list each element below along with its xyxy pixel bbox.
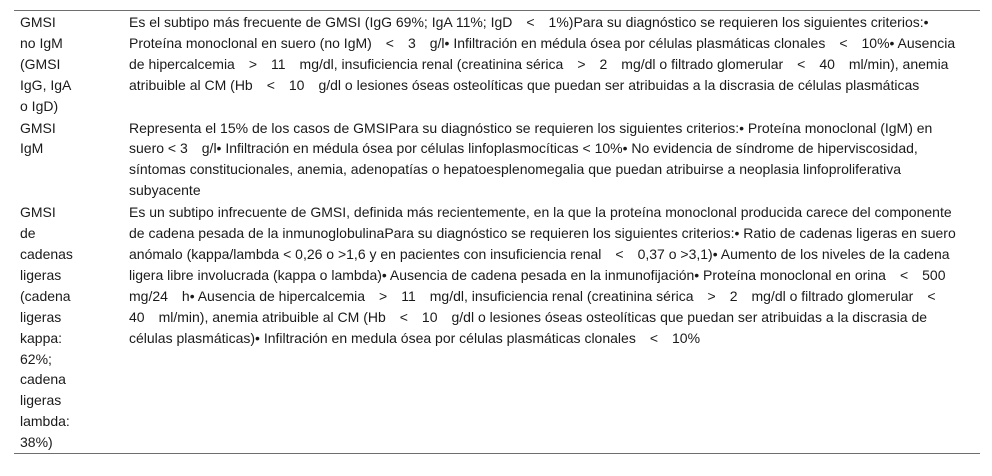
row-label-line: o IgD) (20, 97, 59, 114)
table-row (14, 11, 980, 117)
row-description-gmsi-no-igm: Es el subtipo más frecuente de GMSI (IgG 69%; IgA 11%; IgD < 1%)Para su diagnóstico se requieren los siguientes criterios:• Proteína monoclonal en suero (no IgM) < 3 g/l• Infiltración en médula ósea por células plasmáticas clonales < 10%• Ausencia de hipercalcemia > 11 mg/dl, insuficiencia renal (creatinina sérica > 2 mg/dl o filtrado glomerular < 40 ml/min), anemia atribuible al CM (Hb < 10 g/dl o lesiones óseas osteolíticas que puedan ser atribuidas a la discrasia de células plasmáticas (129, 14, 956, 93)
row-label-line: GMSI (20, 119, 56, 136)
row-label-line: (GMSI (20, 55, 61, 72)
row-label-line: cadenas (20, 245, 73, 262)
gmsi-criteria-table (14, 11, 980, 453)
row-label-line: IgM (20, 140, 44, 157)
row-label-line: GMSI (20, 14, 56, 30)
row-label-line: ligeras (20, 266, 62, 283)
row-label-line: GMSI (20, 204, 56, 221)
row-label-line: (cadena (20, 287, 71, 304)
row-label-line: cadena (20, 371, 66, 388)
row-description-gmsi-igm: Representa el 15% de los casos de GMSIPara su diagnóstico se requieren los siguientes criterios:• Proteína monoclonal (IgM) en suero < 3 g/l• Infiltración en médula ósea por células linfoplasmocíticas < 10%• No evidencia de síndrome de hiperviscosidad, síntomas constitucionales, anemia, adenopatías o hepatoesplenomegalia que puedan atribuirse a neoplasia linfoproliferativa subyacente (129, 119, 933, 199)
row-label-line: 38%) (20, 434, 53, 451)
row-description-gmsi-light-chain: Es un subtipo infrecuente de GMSI, definida más recientemente, en la que la proteína monoclonal producida carece del componente de cadena pesada de la inmunoglobulinaPara su diagnóstico se requieren los siguientes criterios:• Ratio de cadenas ligeras en suero anómalo (kappa/lambda < 0,26 o >1,6 y en pacientes con insuficiencia renal < 0,37 o >3,1)• Aumento de los niveles de la cadena ligera libre involucrada (kappa o lambda)• Ausencia de cadena pesada en la inmunofijación• Proteína monoclonal en orina < 500 mg/24 h• Ausencia de hipercalcemia > 11 mg/dl, insuficiencia renal (creatinina sérica > 2 mg/dl o filtrado glomerular < 40 ml/min), anemia atribuible al CM (Hb < 10 g/dl o lesiones óseas osteolíticas que puedan ser atribuidas a la discrasia de células plasmáticas)• Infiltración en medula ósea por células plasmáticas clonales < 10% (129, 204, 960, 346)
row-label-line: kappa: (20, 329, 63, 346)
row-label-line: ligeras (20, 308, 62, 325)
row-label-line: lambda: (20, 413, 70, 430)
gmsi-criteria-table-container (14, 10, 980, 454)
row-label-line: de (20, 225, 36, 242)
row-label-line: no IgM (20, 34, 63, 51)
row-label-gmsi-light-chain (14, 201, 112, 453)
table-row (14, 117, 980, 202)
row-label-line: IgG, IgA (20, 76, 72, 93)
table-row (14, 201, 980, 453)
row-label-line: ligeras (20, 392, 62, 409)
row-label-line: 62%; (20, 350, 52, 367)
row-label-gmsi-no-igm (14, 11, 112, 117)
row-label-gmsi-igm (14, 117, 112, 202)
